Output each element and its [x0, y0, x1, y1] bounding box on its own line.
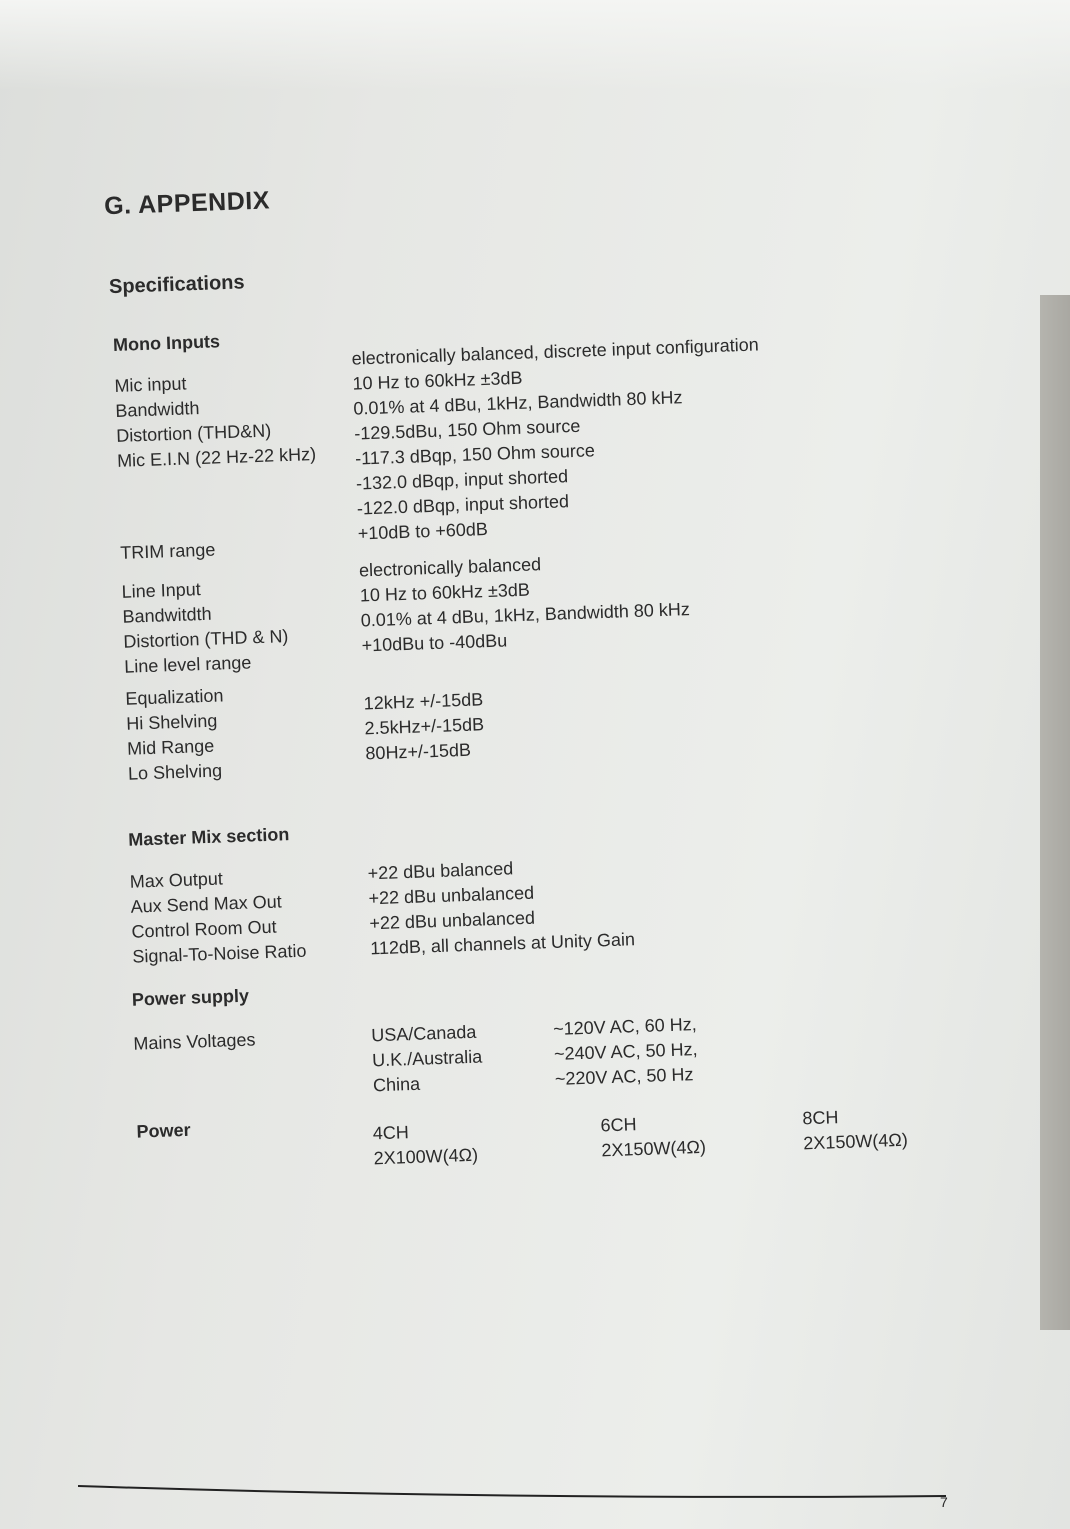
- mains-voltages-label: Mains Voltages: [133, 1029, 256, 1054]
- spec-label: Lo Shelving: [127, 760, 223, 784]
- spec-value: -117.3 dBqp, 150 Ohm source: [354, 440, 596, 469]
- spec-value: electronically balanced: [358, 554, 542, 581]
- spec-label: Line level range: [123, 652, 252, 677]
- spec-value: 0.01% at 4 dBu, 1kHz, Bandwidth 80 kHz: [360, 599, 691, 631]
- spec-label: Distortion (THD&N): [115, 420, 272, 446]
- master-mix-values: [367, 852, 635, 961]
- specifications-heading: Specifications: [108, 271, 245, 299]
- voltage-value: ~120V AC, 60 Hz,: [552, 1014, 698, 1040]
- region-name: USA/Canada: [370, 1021, 477, 1046]
- spec-value: 112dB, all channels at Unity Gain: [369, 929, 636, 959]
- master-mix-labels: [129, 864, 306, 970]
- spec-label: Bandwidth: [115, 398, 200, 421]
- footer-rule: [78, 1478, 950, 1500]
- spec-label: Mic input: [114, 373, 187, 396]
- spec-label: Control Room Out: [131, 916, 277, 942]
- power-heading: Power: [136, 1119, 191, 1142]
- spec-label: Aux Send Max Out: [130, 891, 283, 917]
- power-rating: 2X100W(4Ω): [373, 1144, 479, 1169]
- power-rating: 2X150W(4Ω): [802, 1129, 909, 1154]
- channel-count: 4CH: [372, 1122, 410, 1144]
- eq-labels: [125, 683, 227, 786]
- power-model-4ch: [372, 1118, 478, 1172]
- master-mix-heading: Master Mix section: [127, 824, 290, 850]
- appendix-heading: G. APPENDIX: [103, 186, 271, 221]
- voltage-value: ~240V AC, 50 Hz,: [553, 1039, 698, 1065]
- spec-label: Hi Shelving: [125, 710, 218, 734]
- spec-value: 10 Hz to 60kHz ±3dB: [352, 367, 523, 394]
- mic-values: [351, 332, 765, 546]
- spec-value: -129.5dBu, 150 Ohm source: [353, 415, 581, 444]
- spec-value: +22 dBu unbalanced: [368, 882, 535, 909]
- spec-value: 80Hz+/-15dB: [365, 739, 472, 764]
- spec-label: Bandwitdth: [122, 603, 212, 627]
- power-supply-heading: Power supply: [131, 985, 250, 1010]
- mic-labels: [114, 367, 316, 474]
- spec-value: +22 dBu balanced: [367, 858, 514, 884]
- channel-count: 8CH: [802, 1107, 839, 1129]
- region-name: U.K./Australia: [371, 1046, 483, 1071]
- region-name: China: [372, 1073, 421, 1096]
- spec-value: 10 Hz to 60kHz ±3dB: [359, 579, 531, 606]
- power-rating: 2X150W(4Ω): [601, 1136, 707, 1161]
- voltage-list: [553, 1012, 699, 1092]
- spec-label: Max Output: [129, 868, 224, 892]
- spec-value: +10dBu to -40dBu: [361, 630, 508, 656]
- spec-value: -122.0 dBqp, input shorted: [356, 491, 570, 519]
- eq-values: [363, 687, 485, 766]
- trim-range-label: TRIM range: [119, 539, 216, 563]
- channel-count: 6CH: [600, 1114, 637, 1136]
- spec-label: Equalization: [125, 685, 224, 709]
- spec-value: +22 dBu unbalanced: [369, 907, 536, 934]
- spec-value: 0.01% at 4 dBu, 1kHz, Bandwidth 80 kHz: [353, 387, 683, 419]
- power-model-8ch: [802, 1103, 908, 1157]
- spec-label: Mic E.I.N (22 Hz-22 kHz): [116, 443, 317, 471]
- voltage-value: ~220V AC, 50 Hz: [554, 1064, 694, 1090]
- line-labels: [121, 574, 289, 680]
- spec-label: Signal-To-Noise Ratio: [132, 940, 307, 967]
- spec-label: Mid Range: [126, 735, 215, 759]
- line-values: [359, 547, 691, 658]
- page-number: 7: [940, 1494, 948, 1510]
- spec-value: 2.5kHz+/-15dB: [364, 714, 485, 739]
- spec-value: 12kHz +/-15dB: [363, 689, 484, 714]
- spec-value: electronically balanced, discrete input configuration: [351, 334, 760, 369]
- mono-inputs-heading: Mono Inputs: [112, 331, 221, 355]
- spec-value: +10dB to +60dB: [357, 519, 489, 544]
- spec-label: Line Input: [121, 579, 202, 602]
- spec-value: -132.0 dBqp, input shorted: [355, 466, 569, 494]
- spec-label: Distortion (THD & N): [123, 626, 289, 652]
- power-model-6ch: [600, 1110, 706, 1164]
- region-list: [371, 1020, 484, 1099]
